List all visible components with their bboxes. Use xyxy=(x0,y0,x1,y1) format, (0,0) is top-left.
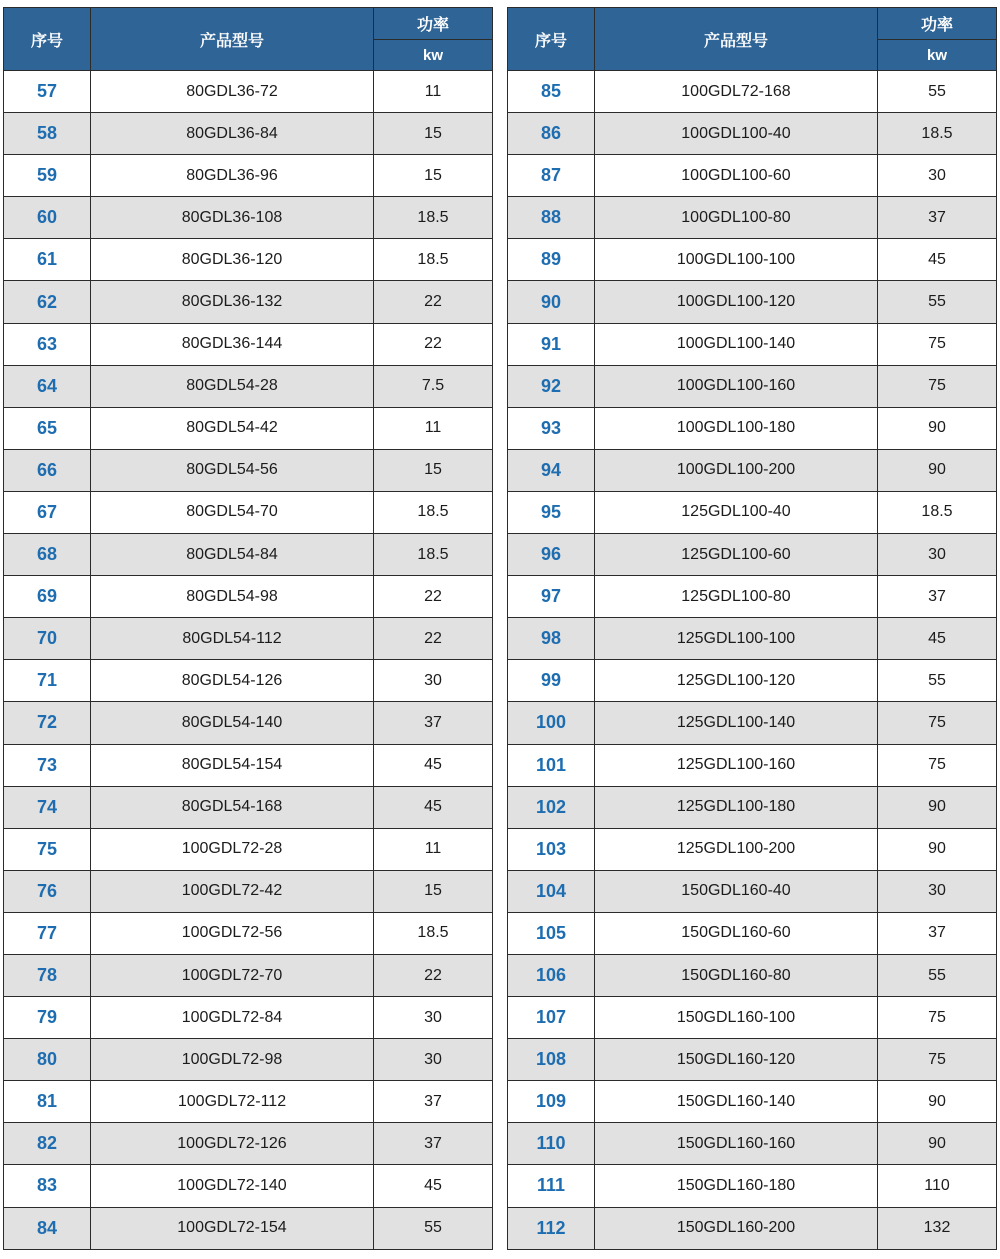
row-model: 80GDL36-96 xyxy=(91,155,374,197)
row-index: 110 xyxy=(508,1123,595,1165)
row-power: 37 xyxy=(878,912,997,954)
row-model: 125GDL100-160 xyxy=(595,744,878,786)
row-model: 150GDL160-100 xyxy=(595,997,878,1039)
spec-table-left xyxy=(3,7,493,1250)
row-model: 150GDL160-160 xyxy=(595,1123,878,1165)
row-index: 63 xyxy=(4,323,91,365)
row-power: 30 xyxy=(878,870,997,912)
row-index: 67 xyxy=(4,491,91,533)
row-model: 100GDL72-98 xyxy=(91,1039,374,1081)
table-row xyxy=(4,618,493,660)
header-index: 序号 xyxy=(4,8,91,71)
table-row xyxy=(4,534,493,576)
row-model: 125GDL100-60 xyxy=(595,534,878,576)
table-row xyxy=(4,912,493,954)
row-index: 101 xyxy=(508,744,595,786)
spec-table-right xyxy=(507,7,997,1250)
row-power: 18.5 xyxy=(878,491,997,533)
table-row xyxy=(508,71,997,113)
row-index: 85 xyxy=(508,71,595,113)
table-row xyxy=(4,828,493,870)
row-model: 100GDL72-84 xyxy=(91,997,374,1039)
row-model: 100GDL72-154 xyxy=(91,1207,374,1249)
row-power: 18.5 xyxy=(374,197,493,239)
row-power: 132 xyxy=(878,1207,997,1249)
row-power: 37 xyxy=(878,576,997,618)
row-power: 55 xyxy=(878,660,997,702)
table-row xyxy=(4,1039,493,1081)
row-index: 80 xyxy=(4,1039,91,1081)
row-power: 45 xyxy=(878,239,997,281)
row-power: 37 xyxy=(878,197,997,239)
row-index: 62 xyxy=(4,281,91,323)
row-index: 92 xyxy=(508,365,595,407)
row-index: 111 xyxy=(508,1165,595,1207)
table-row xyxy=(508,870,997,912)
row-power: 75 xyxy=(878,323,997,365)
row-index: 64 xyxy=(4,365,91,407)
row-power: 45 xyxy=(878,618,997,660)
row-power: 22 xyxy=(374,618,493,660)
row-index: 60 xyxy=(4,197,91,239)
row-index: 99 xyxy=(508,660,595,702)
row-model: 100GDL100-120 xyxy=(595,281,878,323)
table-row xyxy=(508,997,997,1039)
row-power: 45 xyxy=(374,786,493,828)
table-row xyxy=(508,113,997,155)
header-index: 序号 xyxy=(508,8,595,71)
row-index: 97 xyxy=(508,576,595,618)
row-power: 30 xyxy=(374,997,493,1039)
row-power: 75 xyxy=(878,365,997,407)
row-index: 98 xyxy=(508,618,595,660)
row-index: 100 xyxy=(508,702,595,744)
row-power: 90 xyxy=(878,1123,997,1165)
row-power: 55 xyxy=(878,281,997,323)
row-index: 83 xyxy=(4,1165,91,1207)
row-index: 108 xyxy=(508,1039,595,1081)
table-row xyxy=(508,239,997,281)
row-power: 90 xyxy=(878,1081,997,1123)
row-power: 110 xyxy=(878,1165,997,1207)
row-index: 84 xyxy=(4,1207,91,1249)
row-model: 150GDL160-60 xyxy=(595,912,878,954)
header-model: 产品型号 xyxy=(91,8,374,71)
row-model: 80GDL36-84 xyxy=(91,113,374,155)
table-row xyxy=(508,1207,997,1249)
row-power: 90 xyxy=(878,407,997,449)
row-model: 100GDL72-42 xyxy=(91,870,374,912)
row-power: 11 xyxy=(374,407,493,449)
row-model: 150GDL160-40 xyxy=(595,870,878,912)
row-index: 95 xyxy=(508,491,595,533)
row-model: 80GDL54-98 xyxy=(91,576,374,618)
row-index: 71 xyxy=(4,660,91,702)
row-model: 80GDL54-140 xyxy=(91,702,374,744)
header-power: 功率 xyxy=(374,8,493,40)
row-model: 150GDL160-120 xyxy=(595,1039,878,1081)
row-power: 18.5 xyxy=(374,912,493,954)
row-power: 18.5 xyxy=(374,491,493,533)
row-model: 125GDL100-80 xyxy=(595,576,878,618)
table-row xyxy=(4,997,493,1039)
table-row xyxy=(4,407,493,449)
table-row xyxy=(508,1081,997,1123)
row-model: 80GDL36-144 xyxy=(91,323,374,365)
row-power: 18.5 xyxy=(374,239,493,281)
table-body-right xyxy=(508,71,997,1250)
row-index: 107 xyxy=(508,997,595,1039)
row-model: 100GDL100-200 xyxy=(595,449,878,491)
table-row xyxy=(4,449,493,491)
row-model: 125GDL100-40 xyxy=(595,491,878,533)
row-model: 80GDL54-56 xyxy=(91,449,374,491)
row-model: 100GDL100-60 xyxy=(595,155,878,197)
row-model: 100GDL100-100 xyxy=(595,239,878,281)
row-index: 69 xyxy=(4,576,91,618)
row-power: 15 xyxy=(374,449,493,491)
row-model: 125GDL100-100 xyxy=(595,618,878,660)
table-row xyxy=(508,1165,997,1207)
row-power: 45 xyxy=(374,1165,493,1207)
row-index: 58 xyxy=(4,113,91,155)
table-row xyxy=(508,323,997,365)
table-row xyxy=(4,1165,493,1207)
row-model: 80GDL54-42 xyxy=(91,407,374,449)
table-row xyxy=(508,534,997,576)
table-row xyxy=(4,744,493,786)
header-power: 功率 xyxy=(878,8,997,40)
row-power: 75 xyxy=(878,744,997,786)
table-row xyxy=(4,281,493,323)
row-power: 22 xyxy=(374,281,493,323)
row-index: 103 xyxy=(508,828,595,870)
row-model: 80GDL36-132 xyxy=(91,281,374,323)
row-model: 100GDL100-180 xyxy=(595,407,878,449)
row-model: 80GDL54-28 xyxy=(91,365,374,407)
row-model: 80GDL36-108 xyxy=(91,197,374,239)
row-model: 100GDL72-56 xyxy=(91,912,374,954)
row-index: 109 xyxy=(508,1081,595,1123)
row-index: 65 xyxy=(4,407,91,449)
row-power: 90 xyxy=(878,828,997,870)
row-model: 100GDL72-126 xyxy=(91,1123,374,1165)
table-row xyxy=(508,281,997,323)
row-model: 100GDL72-28 xyxy=(91,828,374,870)
row-model: 80GDL54-126 xyxy=(91,660,374,702)
row-index: 106 xyxy=(508,954,595,996)
table-row xyxy=(4,576,493,618)
table-row xyxy=(508,618,997,660)
header-unit: kw xyxy=(878,40,997,71)
row-model: 100GDL100-140 xyxy=(595,323,878,365)
row-power: 75 xyxy=(878,997,997,1039)
row-model: 80GDL54-84 xyxy=(91,534,374,576)
row-model: 150GDL160-140 xyxy=(595,1081,878,1123)
row-index: 104 xyxy=(508,870,595,912)
row-index: 90 xyxy=(508,281,595,323)
row-power: 22 xyxy=(374,323,493,365)
row-model: 125GDL100-180 xyxy=(595,786,878,828)
table-row xyxy=(4,1207,493,1249)
table-row xyxy=(508,365,997,407)
table-row xyxy=(508,407,997,449)
table-row xyxy=(508,197,997,239)
row-power: 75 xyxy=(878,1039,997,1081)
row-index: 78 xyxy=(4,954,91,996)
table-row xyxy=(4,1123,493,1165)
row-index: 112 xyxy=(508,1207,595,1249)
row-power: 55 xyxy=(878,954,997,996)
row-index: 76 xyxy=(4,870,91,912)
table-row xyxy=(4,786,493,828)
row-model: 125GDL100-200 xyxy=(595,828,878,870)
row-power: 45 xyxy=(374,744,493,786)
row-model: 100GDL100-80 xyxy=(595,197,878,239)
row-model: 80GDL36-120 xyxy=(91,239,374,281)
table-row xyxy=(508,744,997,786)
header-unit: kw xyxy=(374,40,493,71)
table-row xyxy=(508,1123,997,1165)
table-row xyxy=(4,155,493,197)
row-index: 102 xyxy=(508,786,595,828)
row-power: 30 xyxy=(878,155,997,197)
table-row xyxy=(508,702,997,744)
table-row xyxy=(4,71,493,113)
table-row xyxy=(508,660,997,702)
row-power: 15 xyxy=(374,113,493,155)
table-row xyxy=(4,239,493,281)
row-index: 89 xyxy=(508,239,595,281)
row-model: 100GDL72-168 xyxy=(595,71,878,113)
row-model: 80GDL36-72 xyxy=(91,71,374,113)
row-power: 11 xyxy=(374,828,493,870)
table-row xyxy=(508,912,997,954)
table-row xyxy=(508,828,997,870)
table-row xyxy=(4,197,493,239)
row-power: 7.5 xyxy=(374,365,493,407)
row-index: 91 xyxy=(508,323,595,365)
row-index: 82 xyxy=(4,1123,91,1165)
row-model: 150GDL160-80 xyxy=(595,954,878,996)
row-model: 80GDL54-154 xyxy=(91,744,374,786)
row-power: 22 xyxy=(374,576,493,618)
row-power: 90 xyxy=(878,786,997,828)
table-row xyxy=(508,1039,997,1081)
table-row xyxy=(4,323,493,365)
row-index: 94 xyxy=(508,449,595,491)
row-power: 15 xyxy=(374,870,493,912)
row-model: 125GDL100-120 xyxy=(595,660,878,702)
row-power: 22 xyxy=(374,954,493,996)
table-row xyxy=(4,1081,493,1123)
row-index: 59 xyxy=(4,155,91,197)
row-index: 74 xyxy=(4,786,91,828)
row-power: 30 xyxy=(374,1039,493,1081)
row-index: 75 xyxy=(4,828,91,870)
row-model: 100GDL100-40 xyxy=(595,113,878,155)
row-index: 73 xyxy=(4,744,91,786)
row-index: 93 xyxy=(508,407,595,449)
table-row xyxy=(508,155,997,197)
table-row xyxy=(508,491,997,533)
row-power: 37 xyxy=(374,702,493,744)
row-power: 11 xyxy=(374,71,493,113)
table-row xyxy=(4,113,493,155)
row-power: 37 xyxy=(374,1123,493,1165)
row-model: 125GDL100-140 xyxy=(595,702,878,744)
row-model: 100GDL72-140 xyxy=(91,1165,374,1207)
table-row xyxy=(4,365,493,407)
row-model: 100GDL100-160 xyxy=(595,365,878,407)
row-index: 86 xyxy=(508,113,595,155)
row-index: 57 xyxy=(4,71,91,113)
table-row xyxy=(508,954,997,996)
row-index: 79 xyxy=(4,997,91,1039)
row-power: 37 xyxy=(374,1081,493,1123)
row-model: 150GDL160-180 xyxy=(595,1165,878,1207)
row-index: 77 xyxy=(4,912,91,954)
row-index: 68 xyxy=(4,534,91,576)
table-row xyxy=(508,786,997,828)
row-index: 105 xyxy=(508,912,595,954)
row-index: 88 xyxy=(508,197,595,239)
table-row xyxy=(4,702,493,744)
row-power: 15 xyxy=(374,155,493,197)
row-model: 80GDL54-70 xyxy=(91,491,374,533)
row-power: 18.5 xyxy=(374,534,493,576)
row-model: 100GDL72-70 xyxy=(91,954,374,996)
row-power: 30 xyxy=(878,534,997,576)
row-model: 150GDL160-200 xyxy=(595,1207,878,1249)
row-power: 55 xyxy=(374,1207,493,1249)
row-index: 81 xyxy=(4,1081,91,1123)
row-index: 70 xyxy=(4,618,91,660)
row-index: 87 xyxy=(508,155,595,197)
row-index: 72 xyxy=(4,702,91,744)
row-power: 90 xyxy=(878,449,997,491)
row-model: 100GDL72-112 xyxy=(91,1081,374,1123)
table-row xyxy=(4,954,493,996)
table-row xyxy=(508,576,997,618)
table-body-left xyxy=(4,71,493,1250)
row-power: 55 xyxy=(878,71,997,113)
row-power: 30 xyxy=(374,660,493,702)
row-model: 80GDL54-168 xyxy=(91,786,374,828)
table-row xyxy=(4,660,493,702)
table-row xyxy=(508,449,997,491)
row-index: 66 xyxy=(4,449,91,491)
table-row xyxy=(4,491,493,533)
row-index: 61 xyxy=(4,239,91,281)
table-row xyxy=(4,870,493,912)
row-power: 75 xyxy=(878,702,997,744)
header-model: 产品型号 xyxy=(595,8,878,71)
row-model: 80GDL54-112 xyxy=(91,618,374,660)
row-power: 18.5 xyxy=(878,113,997,155)
row-index: 96 xyxy=(508,534,595,576)
